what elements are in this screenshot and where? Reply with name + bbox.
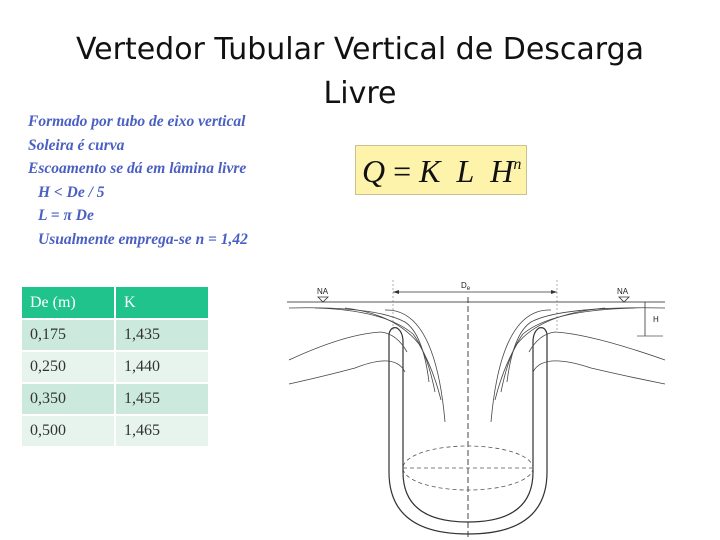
formula-k: K xyxy=(419,153,441,189)
table-header-row xyxy=(22,287,208,319)
cell-k: 1,440 xyxy=(115,351,208,383)
de-label: $D_e$ xyxy=(461,281,471,292)
streamline-right xyxy=(495,308,605,400)
streamline-left xyxy=(315,308,435,392)
h-label: H xyxy=(653,315,659,324)
cell-de: 0,250 xyxy=(22,351,115,383)
table-row xyxy=(22,383,208,415)
bullet-3: Escoamento se dá em lâmina livre xyxy=(28,160,247,177)
title-line-2: Livre xyxy=(323,76,397,111)
discharge-formula xyxy=(355,145,527,195)
na-left-triangle-icon xyxy=(318,297,328,302)
formula-equals: = xyxy=(393,153,412,189)
formula-h: H xyxy=(490,153,514,189)
bullet-5: L = π De xyxy=(38,207,94,224)
header-de: De (m) xyxy=(22,287,115,319)
table-row xyxy=(22,415,208,446)
cell-de: 0,500 xyxy=(22,415,115,446)
streamline-left xyxy=(289,361,405,384)
header-k: K xyxy=(115,287,208,319)
streamline-left xyxy=(385,310,445,422)
formula-l: L xyxy=(456,153,475,189)
cell-de: 0,350 xyxy=(22,383,115,415)
table-row xyxy=(22,351,208,383)
na-right-triangle-icon xyxy=(619,297,629,302)
formula-n: n xyxy=(513,156,522,173)
cell-k: 1,435 xyxy=(115,319,208,351)
characteristics-list xyxy=(28,110,318,251)
title-line-1: Vertedor Tubular Vertical de Descarga xyxy=(75,32,645,67)
weir-diagram xyxy=(285,272,670,540)
de-arrow-left-icon xyxy=(393,290,399,294)
cell-k: 1,455 xyxy=(115,383,208,415)
bullet-6: Usualmente emprega-se n = 1,42 xyxy=(38,230,248,248)
de-arrow-right-icon xyxy=(551,290,557,294)
slide-title xyxy=(0,28,720,116)
na-right-label: NA xyxy=(617,287,629,296)
streamline-right xyxy=(507,308,665,382)
formula-q: Q xyxy=(362,153,386,189)
streamline-left xyxy=(289,308,429,382)
cell-de: 0,175 xyxy=(22,319,115,351)
coefficient-table xyxy=(22,287,208,446)
na-left-label: NA xyxy=(317,287,329,296)
streamline-right xyxy=(501,308,635,392)
bullet-1: Formado por tubo de eixo vertical xyxy=(28,113,246,130)
cell-k: 1,465 xyxy=(115,415,208,446)
streamline-right xyxy=(533,361,665,384)
table-row xyxy=(22,319,208,351)
streamline-right xyxy=(491,310,551,422)
bullet-2: Soleira é curva xyxy=(28,136,125,154)
bullet-4: H < De / 5 xyxy=(38,183,105,201)
